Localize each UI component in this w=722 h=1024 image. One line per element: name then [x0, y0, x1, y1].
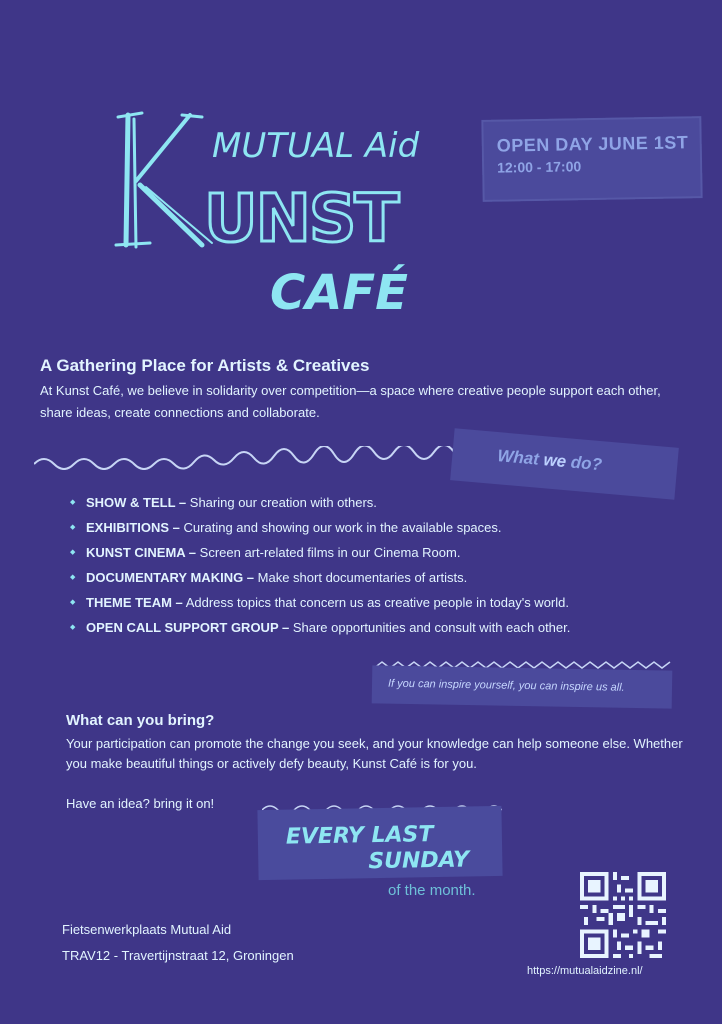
activities-list [70, 493, 690, 643]
of-the-month: of the month. [388, 882, 476, 899]
open-day-date: OPEN DAY JUNE 1ST [496, 132, 689, 156]
list-item: ◆ KUNST CINEMA – Screen art-related films in our Cinema Room. [70, 543, 690, 568]
bring-title: What can you bring? [66, 712, 215, 729]
logo-cafe: CAFÉ [270, 265, 408, 321]
wavy-divider [34, 446, 464, 470]
every-last-sunday-lettering [257, 806, 502, 880]
what-we-do-tag [450, 428, 679, 499]
quote-tag [372, 665, 673, 708]
list-item: ◆ SHOW & TELL – Sharing our creation with others. [70, 493, 690, 518]
qr-code-icon[interactable] [580, 872, 666, 958]
idea-text: Have an idea? bring it on! [66, 796, 215, 811]
what-we-do-label: What we do? [496, 446, 603, 475]
venue-name: Fietsenwerkplaats Mutual Aid [62, 922, 232, 937]
sunday-text: SUNDAY [368, 847, 470, 875]
intro-title: A Gathering Place for Artists & Creatives [40, 356, 370, 375]
logo-mutual-aid: MUTUAL Aid [212, 126, 420, 166]
open-day-hours: 12:00 - 17:00 [496, 158, 582, 176]
list-item: ◆ DOCUMENTARY MAKING – Make short documentaries of artists. [70, 568, 690, 593]
intro-body: At Kunst Café, we believe in solidarity over competition—a space where creative people support each other, share ideas, create connections and collaborate. [40, 383, 661, 420]
website-link[interactable]: https://mutualaidzine.nl/ [527, 965, 643, 977]
venue-address: TRAV12 - Travertijnstraat 12, Groningen [62, 948, 294, 963]
list-item: ◆ EXHIBITIONS – Curating and showing our work in the available spaces. [70, 518, 690, 543]
logo-kunst: UNST [204, 180, 398, 257]
quote-text: If you can inspire yourself, you can inspire us all. [387, 677, 625, 694]
list-item: ◆ OPEN CALL SUPPORT GROUP – Share opportunities and consult with each other. [70, 618, 690, 643]
open-day-tag [481, 116, 702, 202]
every-last-sunday-tag [257, 806, 502, 880]
every-last-text: EVERY LAST [285, 822, 434, 850]
kunst-cafe-logo [90, 95, 450, 335]
list-item: ◆ THEME TEAM – Address topics that concern us as creative people in today's world. [70, 593, 690, 618]
bring-body: Your participation can promote the change you seek, and your knowledge can help someone else. Whether you make beautiful things or actively defy beauty, Kunst Café is for you. [66, 736, 683, 771]
